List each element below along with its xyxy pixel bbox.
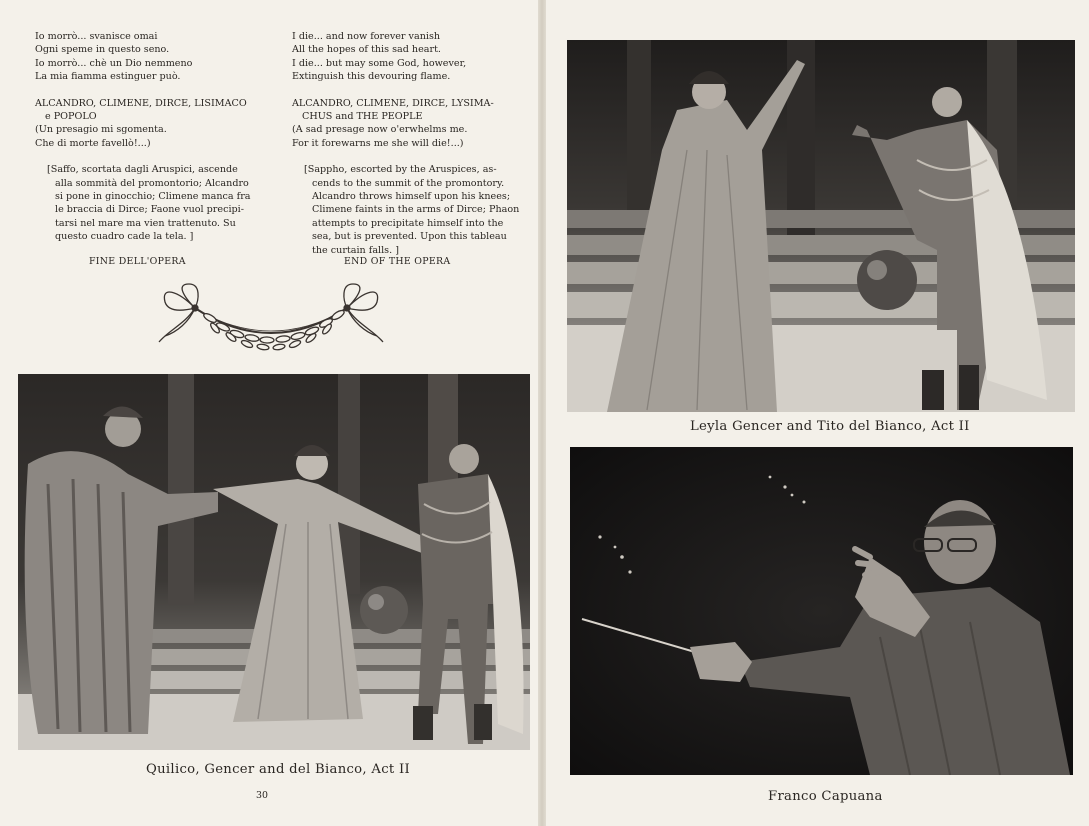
book-gutter xyxy=(538,0,546,826)
page-number: 30 xyxy=(256,790,268,801)
english-chorus xyxy=(292,97,522,151)
stage-line: attempts to precipitate himself into the xyxy=(312,217,504,229)
libretto-line: Extinguish this devouring flame. xyxy=(292,71,451,83)
libretto-line: Io morrò... svanisce omai xyxy=(35,31,158,42)
italian-stage-direction xyxy=(35,163,275,243)
photo-caption: Leyla Gencer and Tito del Bianco, Act II xyxy=(690,419,970,434)
libretto-line: All the hopes of this sad heart. xyxy=(292,44,441,56)
photo-quilico-gencer-del-bianco xyxy=(18,374,530,750)
stage-line: sea, but is prevented. Upon this tableau xyxy=(312,231,507,243)
english-stage-direction xyxy=(292,163,522,257)
libretto-line: I die... but may some God, however, xyxy=(292,57,467,69)
stage-line: tarsi nel mare ma vien trattenuto. Su xyxy=(55,217,236,229)
libretto-line: Che di morte favellò!...) xyxy=(35,137,151,149)
libretto-line: I die... and now forever vanish xyxy=(292,31,441,42)
character-heading: ALCANDRO, CLIMENE, DIRCE, LYSIMA- xyxy=(292,97,494,109)
italian-end-label: FINE DELL'OPERA xyxy=(89,256,186,267)
stage-line: the curtain falls. ] xyxy=(312,244,399,256)
photo-caption: Quilico, Gencer and del Bianco, Act II xyxy=(146,762,411,777)
stage-line: Alcandro throws himself upon his knees; xyxy=(312,191,511,203)
photo-gencer-del-bianco xyxy=(567,40,1075,412)
english-aria xyxy=(292,30,522,84)
libretto-line: (Un presagio mi sgomenta. xyxy=(35,124,167,136)
character-heading: e POPOLO xyxy=(45,111,97,123)
libretto-line: (A sad presage now o'erwhelms me. xyxy=(292,124,468,136)
stage-line: le braccia di Dirce; Faone vuol precipi- xyxy=(55,204,244,216)
stage-line: Climene faints in the arms of Dirce; Phaon xyxy=(312,204,520,216)
stage-line: si pone in ginocchio; Climene manca fra xyxy=(55,191,251,203)
italian-libretto-column xyxy=(35,30,275,244)
character-heading: ALCANDRO, CLIMENE, DIRCE, LISIMACO xyxy=(35,97,247,109)
stage-line: [Saffo, scortata dagli Aruspici, ascende xyxy=(47,164,238,176)
laurel-garland-ornament-icon xyxy=(155,280,387,358)
italian-aria xyxy=(35,30,275,84)
stage-line: questo cuadro cade la tela. ] xyxy=(55,231,194,243)
italian-chorus xyxy=(35,97,275,151)
stage-line: alla sommità del promontorio; Alcandro xyxy=(55,177,249,189)
libretto-line: La mia fiamma estinguer può. xyxy=(35,71,181,83)
libretto-line: Ogni speme in questo seno. xyxy=(35,44,170,56)
english-libretto-column xyxy=(292,30,522,257)
photo-franco-capuana xyxy=(570,447,1073,775)
english-end-label: END OF THE OPERA xyxy=(344,256,451,267)
character-heading: CHUS and THE PEOPLE xyxy=(302,111,423,123)
libretto-line: For it forewarns me she will die!...) xyxy=(292,137,464,149)
stage-line: cends to the summit of the promontory. xyxy=(312,177,505,189)
photo-caption: Franco Capuana xyxy=(768,789,883,804)
stage-line: [Sappho, escorted by the Aruspices, as- xyxy=(304,164,497,176)
libretto-line: Io morrò... chè un Dio nemmeno xyxy=(35,57,193,69)
